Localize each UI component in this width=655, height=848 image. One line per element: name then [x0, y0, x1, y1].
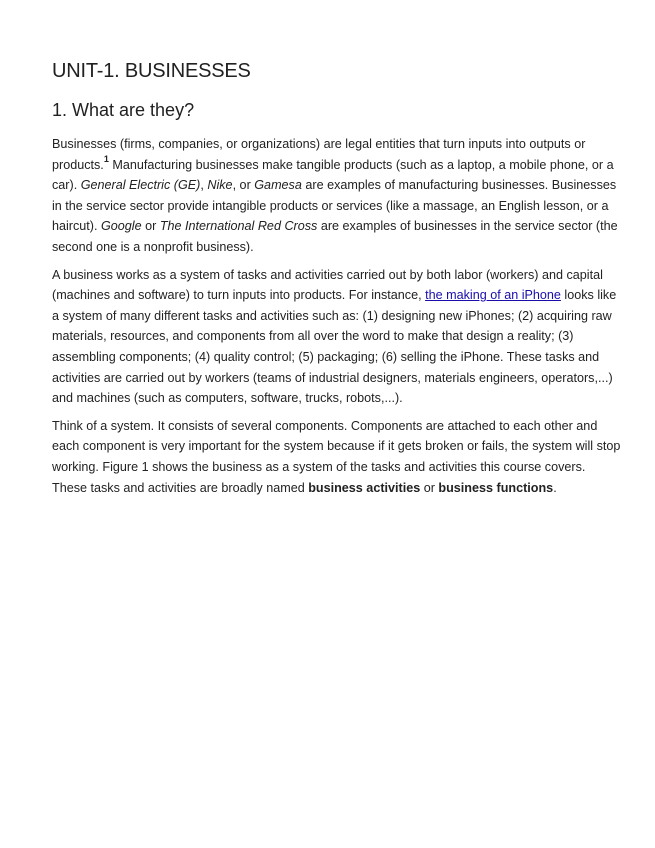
red-cross-name: The International Red Cross: [159, 219, 318, 234]
nike-name: Nike: [207, 178, 233, 193]
p3-text-2: or: [420, 480, 439, 495]
p1-text-7: are examples of businesses in the service sector (the second one is a nonprofit business).: [52, 219, 618, 254]
gamesa-name: Gamesa: [254, 178, 302, 193]
p1-text-4: , or: [232, 178, 255, 193]
section-heading: 1. What are they?: [52, 100, 195, 120]
business-activities-term: business activities: [308, 480, 421, 495]
paragraph-2: [52, 265, 622, 409]
iphone-making-link[interactable]: the making of an iPhone: [425, 288, 561, 303]
footnote-marker[interactable]: 1: [103, 154, 109, 165]
paragraph-3: [52, 416, 622, 498]
p1-text-3: ,: [200, 178, 208, 193]
p2-text-2: looks like a system of many different tasks and activities such as: (1) designing new iPhones; (2) acquiring raw materials, resources, and components from all over the word to make that design a reality; (3) assembling components; (4) quality control; (5) packaging; (6) selling the iPhone. These tasks and activities are carried out by workers (teams of industrial designers, materials engineers, operators,...) and machines (such as computers, software, trucks, robots,...).: [52, 288, 617, 406]
p1-text-6: or: [141, 219, 160, 234]
paragraph-1: [52, 134, 622, 258]
p1-text-5: are examples of manufacturing businesses. Businesses in the service sector provide intangible products or services (like a massage, an English lesson, or a haircut).: [52, 178, 617, 234]
p3-text-3: .: [553, 480, 557, 495]
p1-text-2: Manufacturing businesses make tangible products (such as a laptop, a mobile phone, or a car).: [52, 157, 614, 193]
p1-text-1: Businesses (firms, companies, or organizations) are legal entities that turn inputs into outputs or products.: [52, 137, 586, 172]
document-page: [52, 58, 622, 505]
page-title: UNIT-1. BUSINESSES: [52, 60, 251, 82]
p2-text-1: A business works as a system of tasks and activities carried out by both labor (workers) and capital (machines and software) to turn inputs into products. For instance,: [52, 267, 603, 303]
ge-name: General Electric (GE): [80, 178, 201, 193]
p3-text-1: Think of a system. It consists of several components. Components are attached to each other and each component is very important for the system because if it gets broken or fails, the system will stop working. Figure 1 shows the business as a system of the tasks and activities this course covers. These tasks and activities are broadly named: [52, 418, 621, 495]
business-functions-term: business functions: [438, 480, 554, 495]
google-name: Google: [101, 219, 142, 234]
